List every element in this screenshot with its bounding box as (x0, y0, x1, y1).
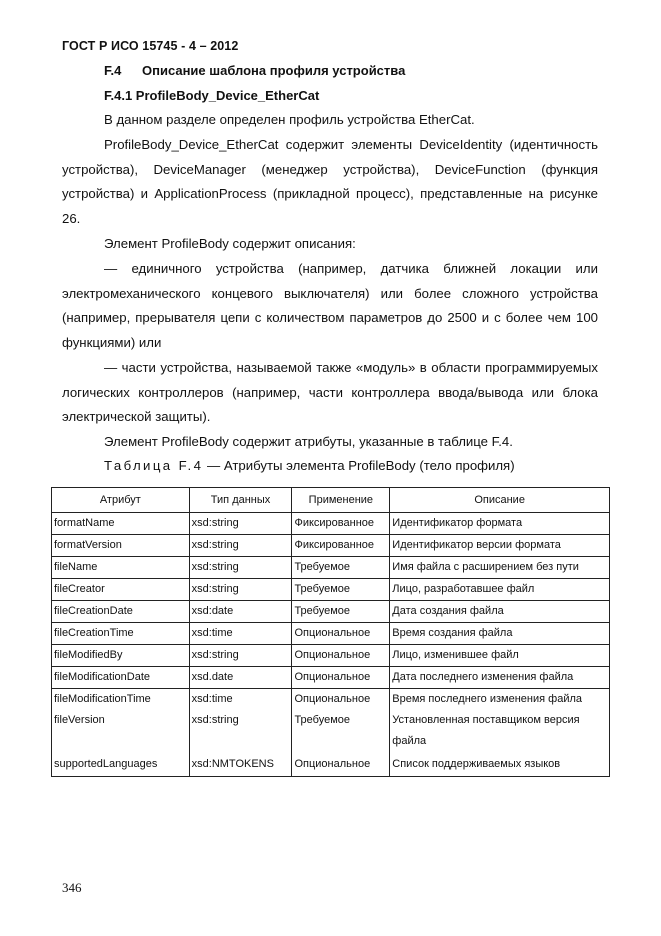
cell-attribute: fileCreator (52, 579, 190, 601)
cell-usage: Требуемое (292, 579, 390, 601)
cell-usage: Опциональное (292, 667, 390, 689)
cell-data-type: xsd:NMTOKENS (189, 752, 292, 777)
cell-description: Список поддерживаемых языков (390, 752, 610, 777)
cell-data-type: xsd:string (189, 645, 292, 667)
cell-attribute: supportedLanguages (52, 752, 190, 777)
table-row (52, 752, 610, 777)
cell-attribute: fileModificationTime (52, 689, 190, 711)
cell-description: Идентификатор версии формата (390, 535, 610, 557)
cell-data-type: xsd:string (189, 513, 292, 535)
cell-description: Лицо, разработавшее файл (390, 579, 610, 601)
paragraph-2: ProfileBody_Device_EtherCat содержит элементы DeviceIdentity (идентичность устройства), DeviceManager (менеджер устройства), DeviceFunction (функция устройства) и ApplicationProcess (прикладной процесс), представленные на рисунке 26. (62, 137, 598, 226)
header-description: Описание (390, 488, 610, 513)
table-caption-text: — Атрибуты элемента ProfileBody (тело профиля) (203, 458, 515, 473)
header-usage: Применение (292, 488, 390, 513)
cell-attribute: fileVersion (52, 710, 190, 752)
cell-data-type: xsd.date (189, 667, 292, 689)
section-heading (104, 63, 405, 78)
table-row (52, 513, 610, 535)
paragraph-3: Элемент ProfileBody содержит описания: (104, 236, 356, 251)
subsection-heading: F.4.1 ProfileBody_Device_EtherCat (104, 88, 320, 103)
cell-usage: Фиксированное (292, 513, 390, 535)
cell-data-type: xsd:time (189, 689, 292, 711)
cell-usage: Требуемое (292, 557, 390, 579)
cell-description: Имя файла с расширением без пути (390, 557, 610, 579)
header-attribute: Атрибут (52, 488, 190, 513)
cell-usage: Опциональное (292, 752, 390, 777)
page-number: 346 (62, 880, 82, 895)
cell-description: Лицо, изменившее файл (390, 645, 610, 667)
cell-attribute: fileCreationDate (52, 601, 190, 623)
section-title: Описание шаблона профиля устройства (142, 63, 406, 78)
cell-usage: Опциональное (292, 689, 390, 711)
table-header-row (52, 488, 610, 513)
table-row (52, 535, 610, 557)
section-number: F.4 (104, 63, 122, 78)
table-row (52, 667, 610, 689)
cell-usage: Требуемое (292, 601, 390, 623)
cell-usage: Опциональное (292, 623, 390, 645)
cell-usage: Фиксированное (292, 535, 390, 557)
cell-attribute: formatName (52, 513, 190, 535)
cell-description: Время последнего изменения файла (390, 689, 610, 711)
table-caption (104, 458, 515, 473)
table-row (52, 645, 610, 667)
document-header: ГОСТ Р ИСО 15745 - 4 – 2012 (62, 39, 239, 53)
cell-attribute: fileCreationTime (52, 623, 190, 645)
paragraph-6: Элемент ProfileBody содержит атрибуты, указанные в таблице F.4. (104, 434, 513, 449)
cell-description: Дата последнего изменения файла (390, 667, 610, 689)
table-row (52, 579, 610, 601)
cell-data-type: xsd:date (189, 601, 292, 623)
cell-usage: Требуемое (292, 710, 390, 752)
cell-description: Время создания файла (390, 623, 610, 645)
table-row (52, 623, 610, 645)
cell-data-type: xsd:string (189, 710, 292, 752)
header-data-type: Тип данных (189, 488, 292, 513)
cell-attribute: fileName (52, 557, 190, 579)
cell-data-type: xsd:time (189, 623, 292, 645)
cell-attribute: formatVersion (52, 535, 190, 557)
cell-attribute: fileModifiedBy (52, 645, 190, 667)
cell-data-type: xsd:string (189, 557, 292, 579)
cell-data-type: xsd:string (189, 579, 292, 601)
paragraph-4: — единичного устройства (например, датчика ближней локации или электромеханического концевого выключателя) или более сложного устройства (например, прерывателя цепи с количеством параметров до 2500 и с более чем 100 функциями) или (62, 261, 598, 350)
table-row (52, 689, 610, 711)
cell-description: Дата создания файла (390, 601, 610, 623)
table-row (52, 601, 610, 623)
cell-data-type: xsd:string (189, 535, 292, 557)
attributes-table (51, 487, 610, 777)
paragraph-1: В данном разделе определен профиль устройства EtherCat. (104, 112, 475, 127)
cell-description: Установленная поставщиком версия файла (390, 710, 610, 752)
paragraph-5: — части устройства, называемой также «модуль» в области программируемых логических контроллеров (например, части контроллера ввода/вывода или блока электрической защиты). (62, 360, 598, 424)
table-caption-label: Таблица F.4 (104, 458, 204, 473)
table-row (52, 710, 610, 752)
table-row (52, 557, 610, 579)
cell-attribute: fileModificationDate (52, 667, 190, 689)
cell-usage: Опциональное (292, 645, 390, 667)
cell-description: Идентификатор формата (390, 513, 610, 535)
